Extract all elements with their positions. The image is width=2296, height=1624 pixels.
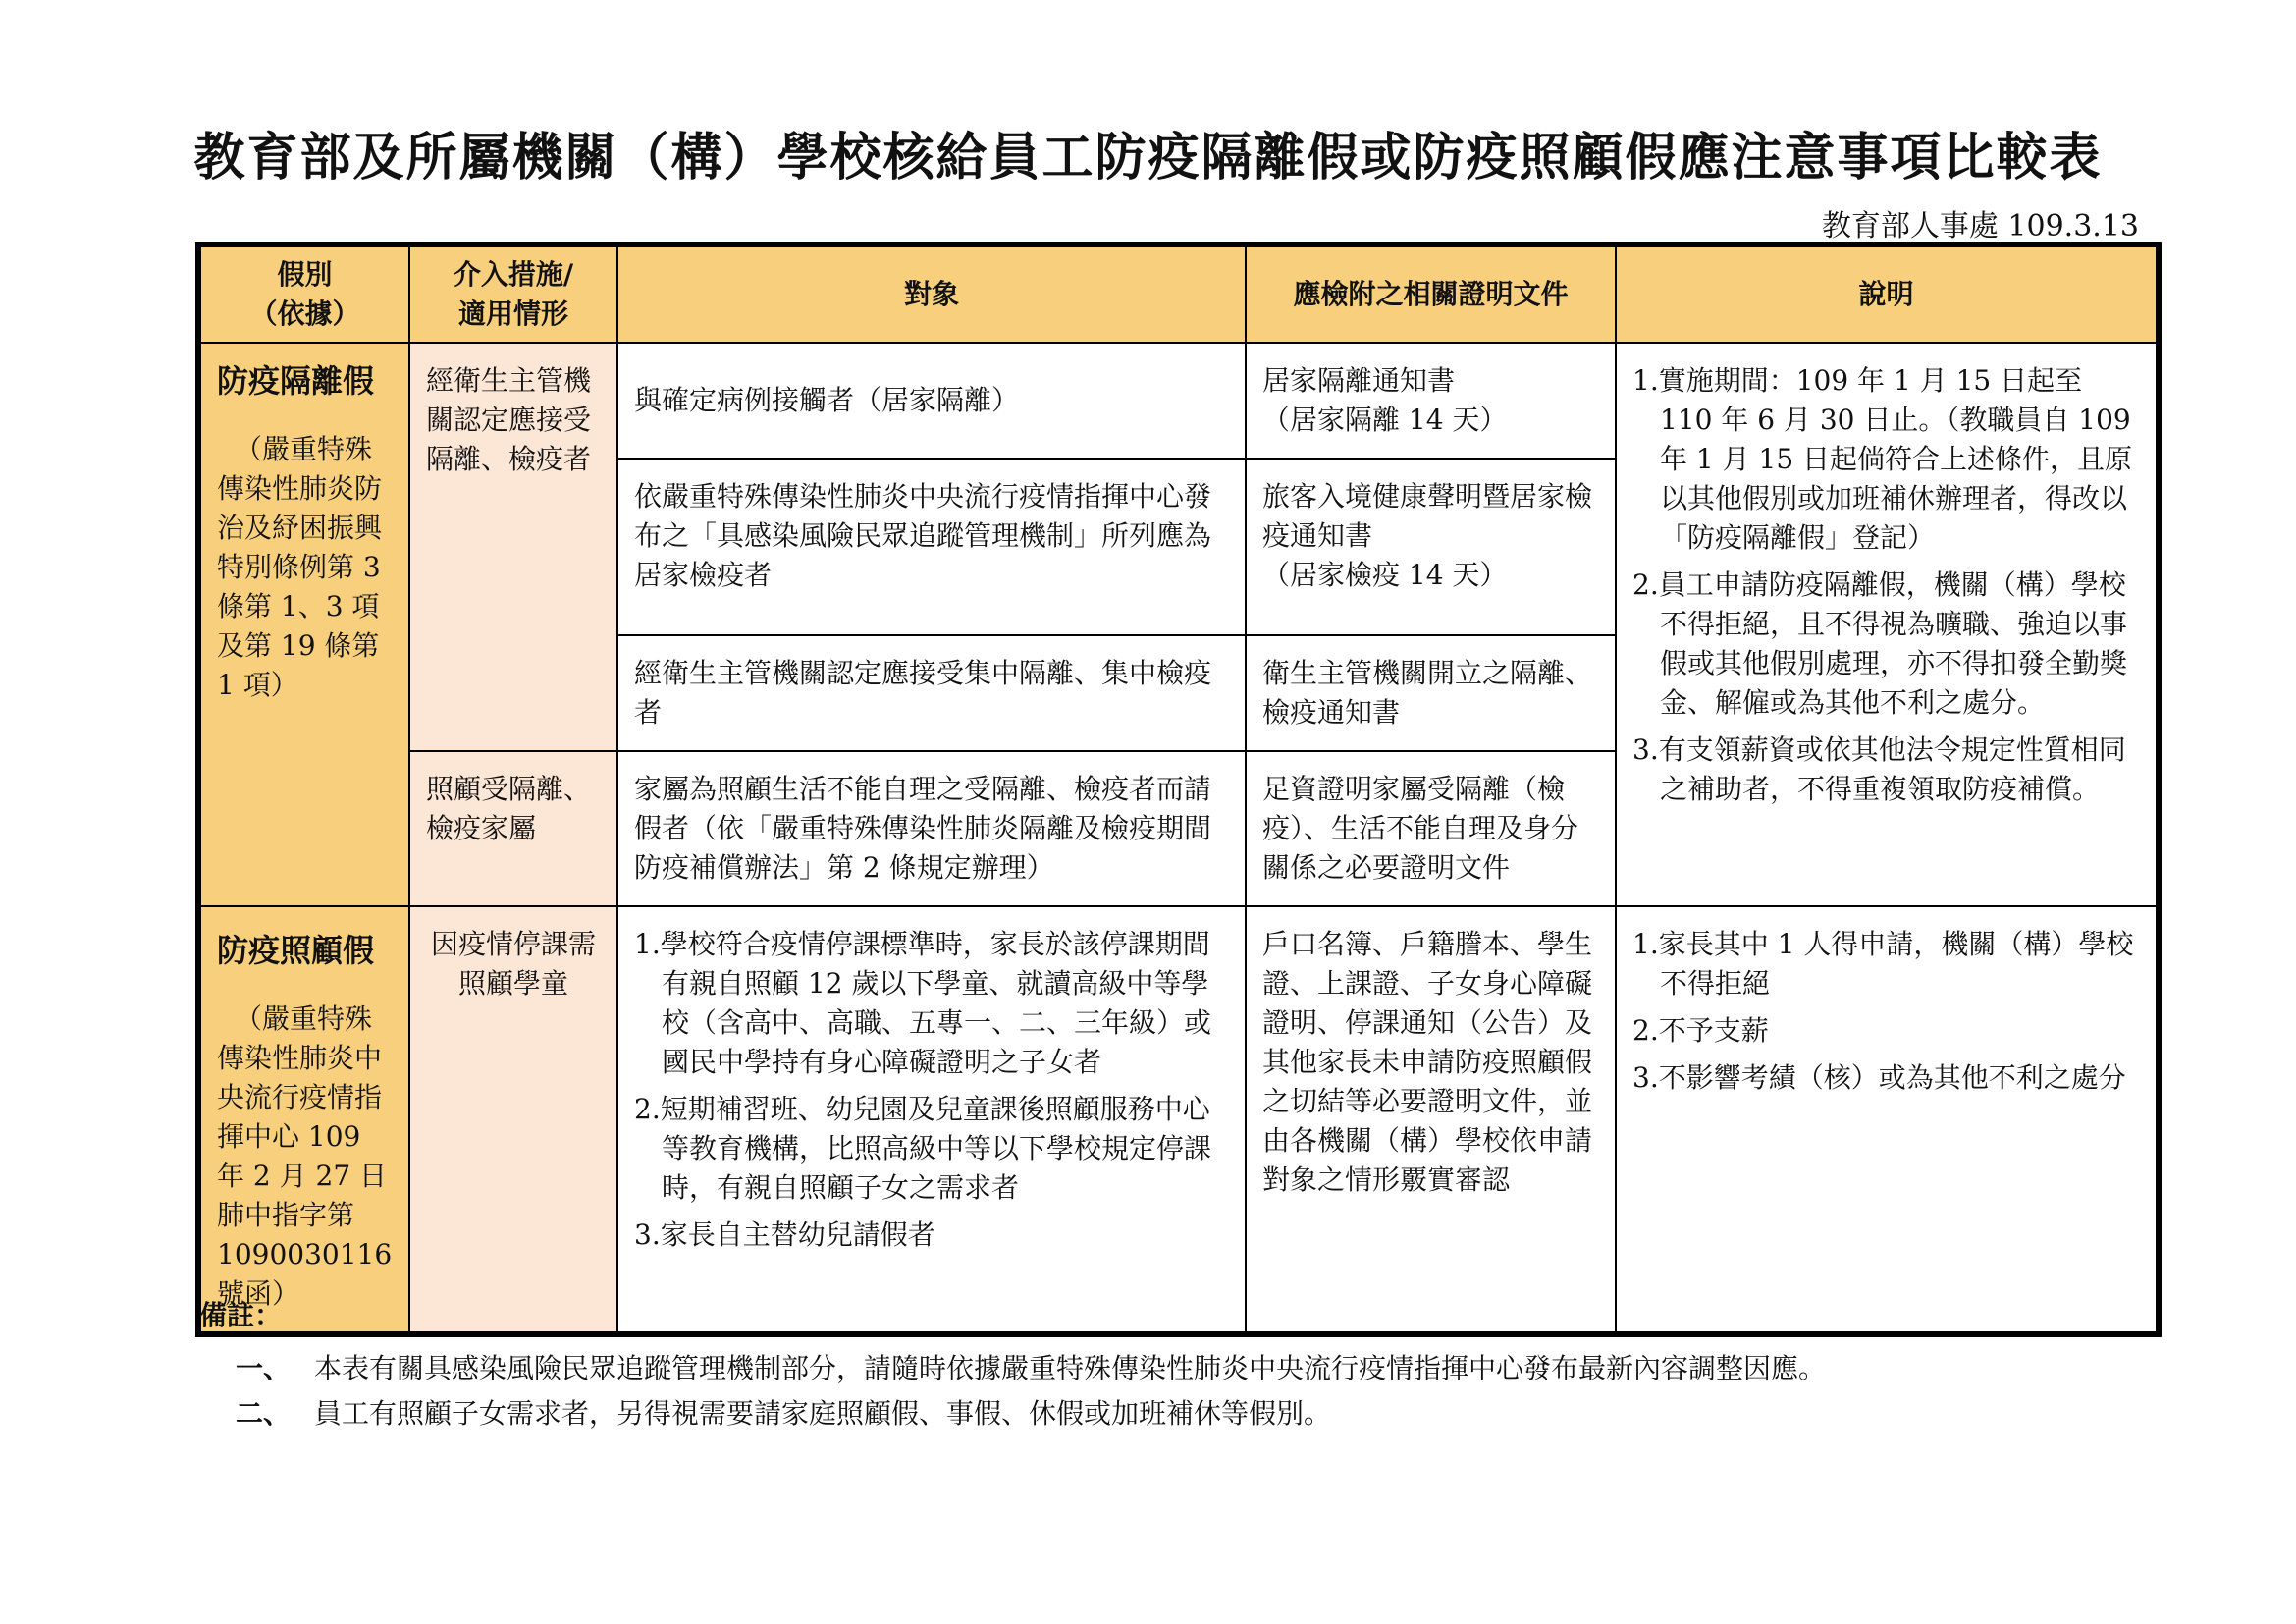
isolation-doc-2-line-2: （居家檢疫 14 天） xyxy=(1262,559,1508,591)
care-notes xyxy=(1616,906,2157,1332)
remark-item-2 xyxy=(236,1392,1331,1432)
header-row xyxy=(200,246,2157,343)
isolation-leave-category xyxy=(200,343,409,906)
care-row xyxy=(200,906,2157,1332)
issuer-date: 教育部人事處 109.3.13 xyxy=(1821,209,2139,244)
remarks-title: 備註： xyxy=(199,1299,283,1331)
isolation-note-item: 1.實施期間：109 年 1 月 15 日起至 110 年 6 月 30 日止。（教職員自 109 年 1 月 15 日起倘符合上述條件，且原以其他假別或加班補休辦理者，得改以「防疫隔離假」登記） xyxy=(1632,364,2133,554)
header-explain: 說明 xyxy=(1616,246,2157,343)
header-measure-label: 介入措施/ xyxy=(453,258,574,291)
remark-number: 二、 xyxy=(236,1397,292,1430)
isolation-target-2: 依嚴重特殊傳染性肺炎中央流行疫情指揮中心發布之「具感染風險民眾追蹤管理機制」所列應為居家檢疫者 xyxy=(617,459,1246,635)
remark-item-1 xyxy=(236,1347,1826,1386)
care-note-item: 3.不影響考績（核）或為其他不利之處分 xyxy=(1632,1061,2126,1094)
comparison-table xyxy=(199,245,2158,1333)
isolation-note-item: 2.員工申請防疫隔離假，機關（構）學校不得拒絕，且不得視為曠職、強迫以事假或其他假別處理，亦不得扣發全勤獎金、解僱或為其他不利之處分。 xyxy=(1632,568,2128,719)
care-measure xyxy=(409,906,617,1332)
isolation-family-doc: 足資證明家屬受隔離（檢疫）、生活不能自理及身分關係之必要證明文件 xyxy=(1246,751,1616,906)
remark-text: 本表有關具感染風險民眾追蹤管理機制部分，請隨時依據嚴重特殊傳染性肺炎中央流行疫情指揮中心發布最新內容調整因應。 xyxy=(314,1352,1827,1384)
isolation-measure-quarantine-text: 經衛生主管機關認定應接受隔離、檢疫者 xyxy=(426,364,592,475)
isolation-measure-quarantine xyxy=(409,343,617,751)
care-leave-name: 防疫照顧假 xyxy=(217,932,375,969)
care-leave-category xyxy=(200,906,409,1332)
header-docs: 應檢附之相關證明文件 xyxy=(1246,246,1616,343)
remark-number: 一、 xyxy=(236,1352,292,1384)
header-target: 對象 xyxy=(617,246,1246,343)
isolation-measure-family xyxy=(409,751,617,906)
isolation-doc-1 xyxy=(1246,343,1616,459)
isolation-note-item: 3.有支領薪資或依其他法令規定性質相同之補助者，不得重複領取防疫補償。 xyxy=(1632,733,2126,805)
care-measure-text: 因疫情停課需照顧學童 xyxy=(430,928,596,1000)
header-leave-type-sub: （依據） xyxy=(249,298,360,330)
isolation-doc-1-line-1: 居家隔離通知書 xyxy=(1262,364,1456,397)
care-note-item: 1.家長其中 1 人得申請，機關（構）學校不得拒絕 xyxy=(1632,928,2134,1000)
care-targets-list xyxy=(634,925,1229,1255)
isolation-target-1: 與確定病例接觸者（居家隔離） xyxy=(617,343,1246,459)
isolation-leave-basis: （嚴重特殊傳染性肺炎防治及紓困振興特別條例第 3 條第 1、3 項及第 19 條第 1 項） xyxy=(217,433,383,701)
care-note-item: 2.不予支薪 xyxy=(1632,1014,1769,1047)
isolation-doc-1-line-2: （居家隔離 14 天） xyxy=(1262,404,1508,436)
isolation-doc-2-line-1: 旅客入境健康聲明暨居家檢疫通知書 xyxy=(1262,480,1593,552)
isolation-row-1 xyxy=(200,343,2157,459)
isolation-doc-3: 衛生主管機關開立之隔離、檢疫通知書 xyxy=(1246,635,1616,751)
isolation-notes xyxy=(1616,343,2157,906)
remark-text: 員工有照顧子女需求者，另得視需要請家庭照顧假、事假、休假或加班補休等假別。 xyxy=(314,1397,1332,1430)
isolation-measure-family-text: 照顧受隔離、檢疫家屬 xyxy=(426,773,592,844)
isolation-doc-2 xyxy=(1246,459,1616,635)
isolation-leave-name: 防疫隔離假 xyxy=(217,362,375,400)
header-leave-type-label: 假別 xyxy=(277,258,333,291)
isolation-target-3: 經衛生主管機關認定應接受集中隔離、集中檢疫者 xyxy=(617,635,1246,751)
header-measure-sub: 適用情形 xyxy=(457,298,568,330)
isolation-family-target: 家屬為照顧生活不能自理之受隔離、檢疫者而請假者（依「嚴重特殊傳染性肺炎隔離及檢疫期間防疫補償辦法」第 2 條規定辦理） xyxy=(617,751,1246,906)
care-target-item: 2.短期補習班、幼兒園及兒童課後照顧服務中心等教育機構，比照高級中等以下學校規定停課時，有親自照顧子女之需求者 xyxy=(634,1093,1212,1204)
header-measure xyxy=(409,246,617,343)
care-target-item: 3.家長自主替幼兒請假者 xyxy=(634,1218,935,1251)
isolation-notes-list xyxy=(1632,361,2140,809)
care-target-item: 1.學校符合疫情停課標準時，家長於該停課期間有親自照顧 12 歲以下學童、就讀高級中等學校（含高中、高職、五專一、二、三年級）或國民中學持有身心障礙證明之子女者 xyxy=(634,928,1212,1078)
header-leave-type xyxy=(200,246,409,343)
care-leave-basis: （嚴重特殊傳染性肺炎中央流行疫情指揮中心 109 年 2 月 27 日肺中指字第 1090030116 號函） xyxy=(217,1002,393,1310)
care-notes-list xyxy=(1632,925,2140,1098)
page-title: 教育部及所屬機關（構）學校核給員工防疫隔離假或防疫照顧假應注意事項比較表 xyxy=(193,128,2103,188)
care-doc: 戶口名簿、戶籍謄本、學生證、上課證、子女身心障礙證明、停課通知（公告）及其他家長未申請防疫照顧假之切結等必要證明文件，並由各機關（構）學校依申請對象之情形覈實審認 xyxy=(1246,906,1616,1332)
care-targets xyxy=(617,906,1246,1332)
